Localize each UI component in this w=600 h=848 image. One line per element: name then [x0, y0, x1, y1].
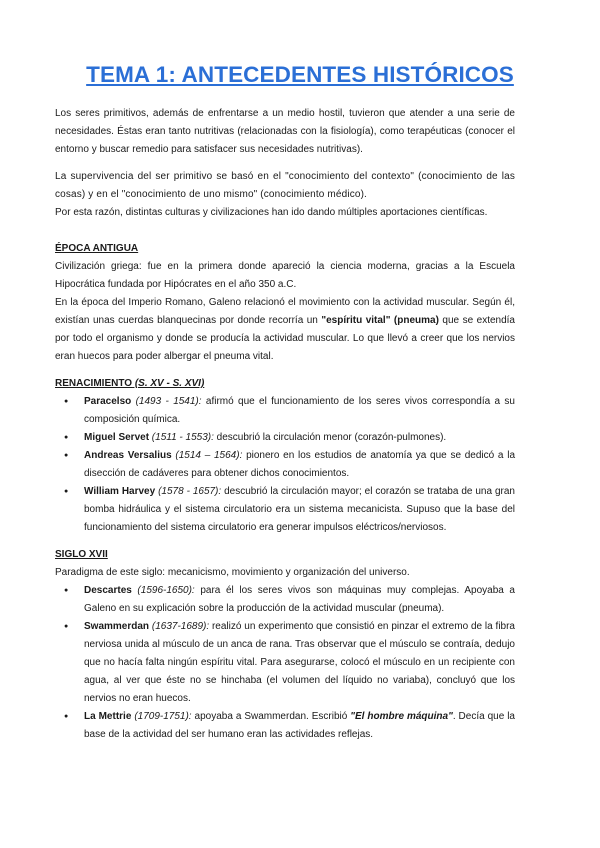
intro-paragraph-3: Por esta razón, distintas culturas y civilizaciones han ido dando múltiples aportaciones científicas.	[55, 207, 488, 218]
pneuma-term: "espíritu vital" (pneuma)	[321, 315, 439, 326]
list-item	[55, 393, 515, 429]
list-item	[55, 708, 515, 744]
person-dates: (1709-1751):	[131, 711, 192, 722]
person-name: Paracelso	[84, 396, 132, 407]
intro-paragraph-1: Los seres primitivos, además de enfrentarse a un medio hostil, tuvieron que atender a una serie de necesidades. Éstas eran tanto nutritivas (relacionadas con la fisiología), como terapéuticas (conocer el entorno y buscar remedio para satisfacer sus necesidades nutritivas).	[55, 108, 515, 155]
list-item	[55, 582, 515, 618]
person-name: Andreas Versalius	[84, 450, 172, 461]
list-item	[55, 447, 515, 483]
person-name: La Mettrie	[84, 711, 132, 722]
person-name: Miguel Servet	[84, 432, 150, 443]
person-text: . Decía que la base de la actividad del ser humano eran las actividades reflejas.	[84, 711, 515, 740]
person-text: pionero en los estudios de anatomía ya que se dedicó a la disección de cadáveres para obtener dichos conocimientos.	[84, 450, 515, 479]
person-name: Swammerdan	[84, 621, 150, 632]
antigua-text-a: En la época del Imperio Romano, Galeno relacionó el movimiento con la actividad muscular. Según él, existían unas cuerdas blanquecinas por donde recorría un	[55, 297, 515, 326]
person-dates: (1578 - 1657):	[155, 486, 222, 497]
person-text: afirmó que el funcionamiento de los seres vivos correspondía a su composición química.	[84, 396, 515, 425]
list-item	[55, 429, 515, 447]
person-dates: (1637-1689):	[149, 621, 210, 632]
person-dates: (1511 - 1553):	[149, 432, 214, 443]
person-text: realizó un experimento que consistió en pinzar el extremo de la fibra nerviosa unida al músculo de un anca de rana. Tras observar que el músculo se contraía, dedujo que no hacía falta ningún espíritu vital. Para asegurarse, colocó el músculo en un recipiente con agua, al ver que éste no se hinchaba (el volumen del líquido no variaba), concluyó que los nervios no eran huecos.	[84, 621, 515, 704]
section-heading-siglo-xvii: SIGLO XVII	[55, 549, 108, 560]
renacimiento-list	[55, 393, 515, 537]
antigua-paragraph-2	[55, 294, 515, 366]
page-title: TEMA 1: ANTECEDENTES HISTÓRICOS	[86, 62, 514, 87]
section-heading-antigua: ÉPOCA ANTIGUA	[55, 243, 139, 254]
siglo-xvii-intro: Paradigma de este siglo: mecanicismo, movimiento y organización del universo.	[55, 567, 410, 578]
list-item	[55, 483, 515, 537]
person-text: descubrió la circulación menor (corazón-pulmones).	[213, 432, 447, 443]
person-text: apoyaba a Swammerdan. Escribió	[191, 711, 351, 722]
antigua-paragraph-1: Civilización griega: fue en la primera donde apareció la ciencia moderna, gracias a la Escuela Hipocrática fundada por Hipócrates en el año 350 a.C.	[55, 261, 515, 290]
person-dates: (1493 - 1541):	[131, 396, 202, 407]
list-item	[55, 618, 515, 708]
section-heading-renacimiento	[55, 375, 515, 393]
person-dates: (1514 – 1564):	[171, 450, 243, 461]
person-name: William Harvey	[84, 486, 156, 497]
renacimiento-period: (S. XV - S. XVI)	[132, 378, 205, 389]
antigua-text-c: que se extendía por todo el organismo y donde se producía la actividad muscular. Lo que llevó a creer que los nervios eran huecos para poder albergar el pneuma vital.	[55, 315, 515, 362]
siglo-xvii-list	[55, 582, 515, 744]
intro-paragraph-2: La supervivencia del ser primitivo se basó en el "conocimiento del contexto" (conocimiento de las cosas) y en el "conocimiento de uno mismo" (conocimiento médico).	[55, 171, 515, 200]
person-text: descubrió la circulación mayor; el corazón se trataba de una gran bomba hidráulica y el sistema circulatorio era un sistema mecanicista. Supuso que la base del funcionamiento del sistema circulatorio era generar impulsos eléctricos/nerviosos.	[84, 486, 515, 533]
person-dates: (1596-1650):	[131, 585, 195, 596]
renacimiento-title: RENACIMIENTO	[55, 378, 133, 389]
person-name: Descartes	[84, 585, 132, 596]
document-body	[55, 105, 515, 744]
book-title: "El hombre máquina"	[350, 711, 453, 722]
person-text: para él los seres vivos son máquinas muy complejas. Apoyaba a Galeno en su explicación sobre la producción de la actividad muscular (pneuma).	[84, 585, 515, 614]
